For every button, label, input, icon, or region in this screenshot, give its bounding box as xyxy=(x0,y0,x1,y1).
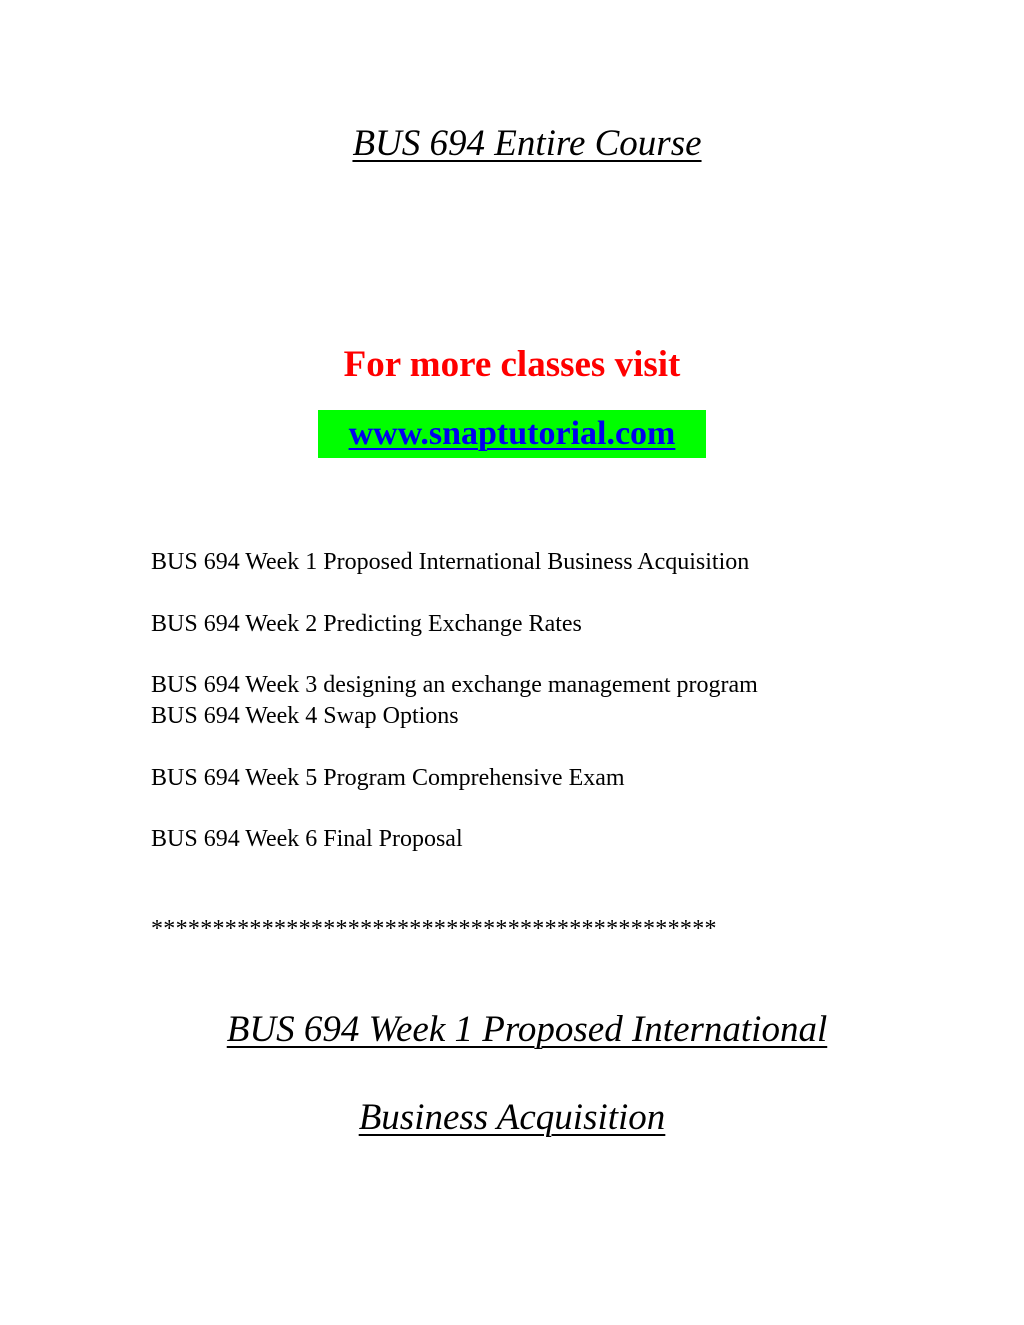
section-heading-line-2 xyxy=(0,1094,1024,1142)
course-item-week-1: BUS 694 Week 1 Proposed International Business Acquisition xyxy=(151,549,750,575)
document-title xyxy=(0,122,1024,166)
course-item-week-3: BUS 694 Week 3 designing an exchange management program xyxy=(151,672,758,698)
document-title-text: BUS 694 Entire Course xyxy=(352,123,702,164)
course-item-week-4: BUS 694 Week 4 Swap Options xyxy=(151,703,459,729)
course-item-week-5: BUS 694 Week 5 Program Comprehensive Exam xyxy=(151,765,625,791)
promo-link[interactable]: www.snaptutorial.com xyxy=(348,415,676,452)
section-heading-line-1-text: BUS 694 Week 1 Proposed International xyxy=(226,1009,828,1050)
course-item-week-2: BUS 694 Week 2 Predicting Exchange Rates xyxy=(151,611,582,637)
section-heading-line-1 xyxy=(0,1006,1024,1054)
promo-heading: For more classes visit xyxy=(343,344,681,385)
promo-link-highlight xyxy=(318,410,706,458)
course-item-week-6: BUS 694 Week 6 Final Proposal xyxy=(151,826,463,852)
asterisk-separator: ********************************************** xyxy=(151,916,717,942)
section-heading-line-2-text: Business Acquisition xyxy=(358,1097,666,1138)
